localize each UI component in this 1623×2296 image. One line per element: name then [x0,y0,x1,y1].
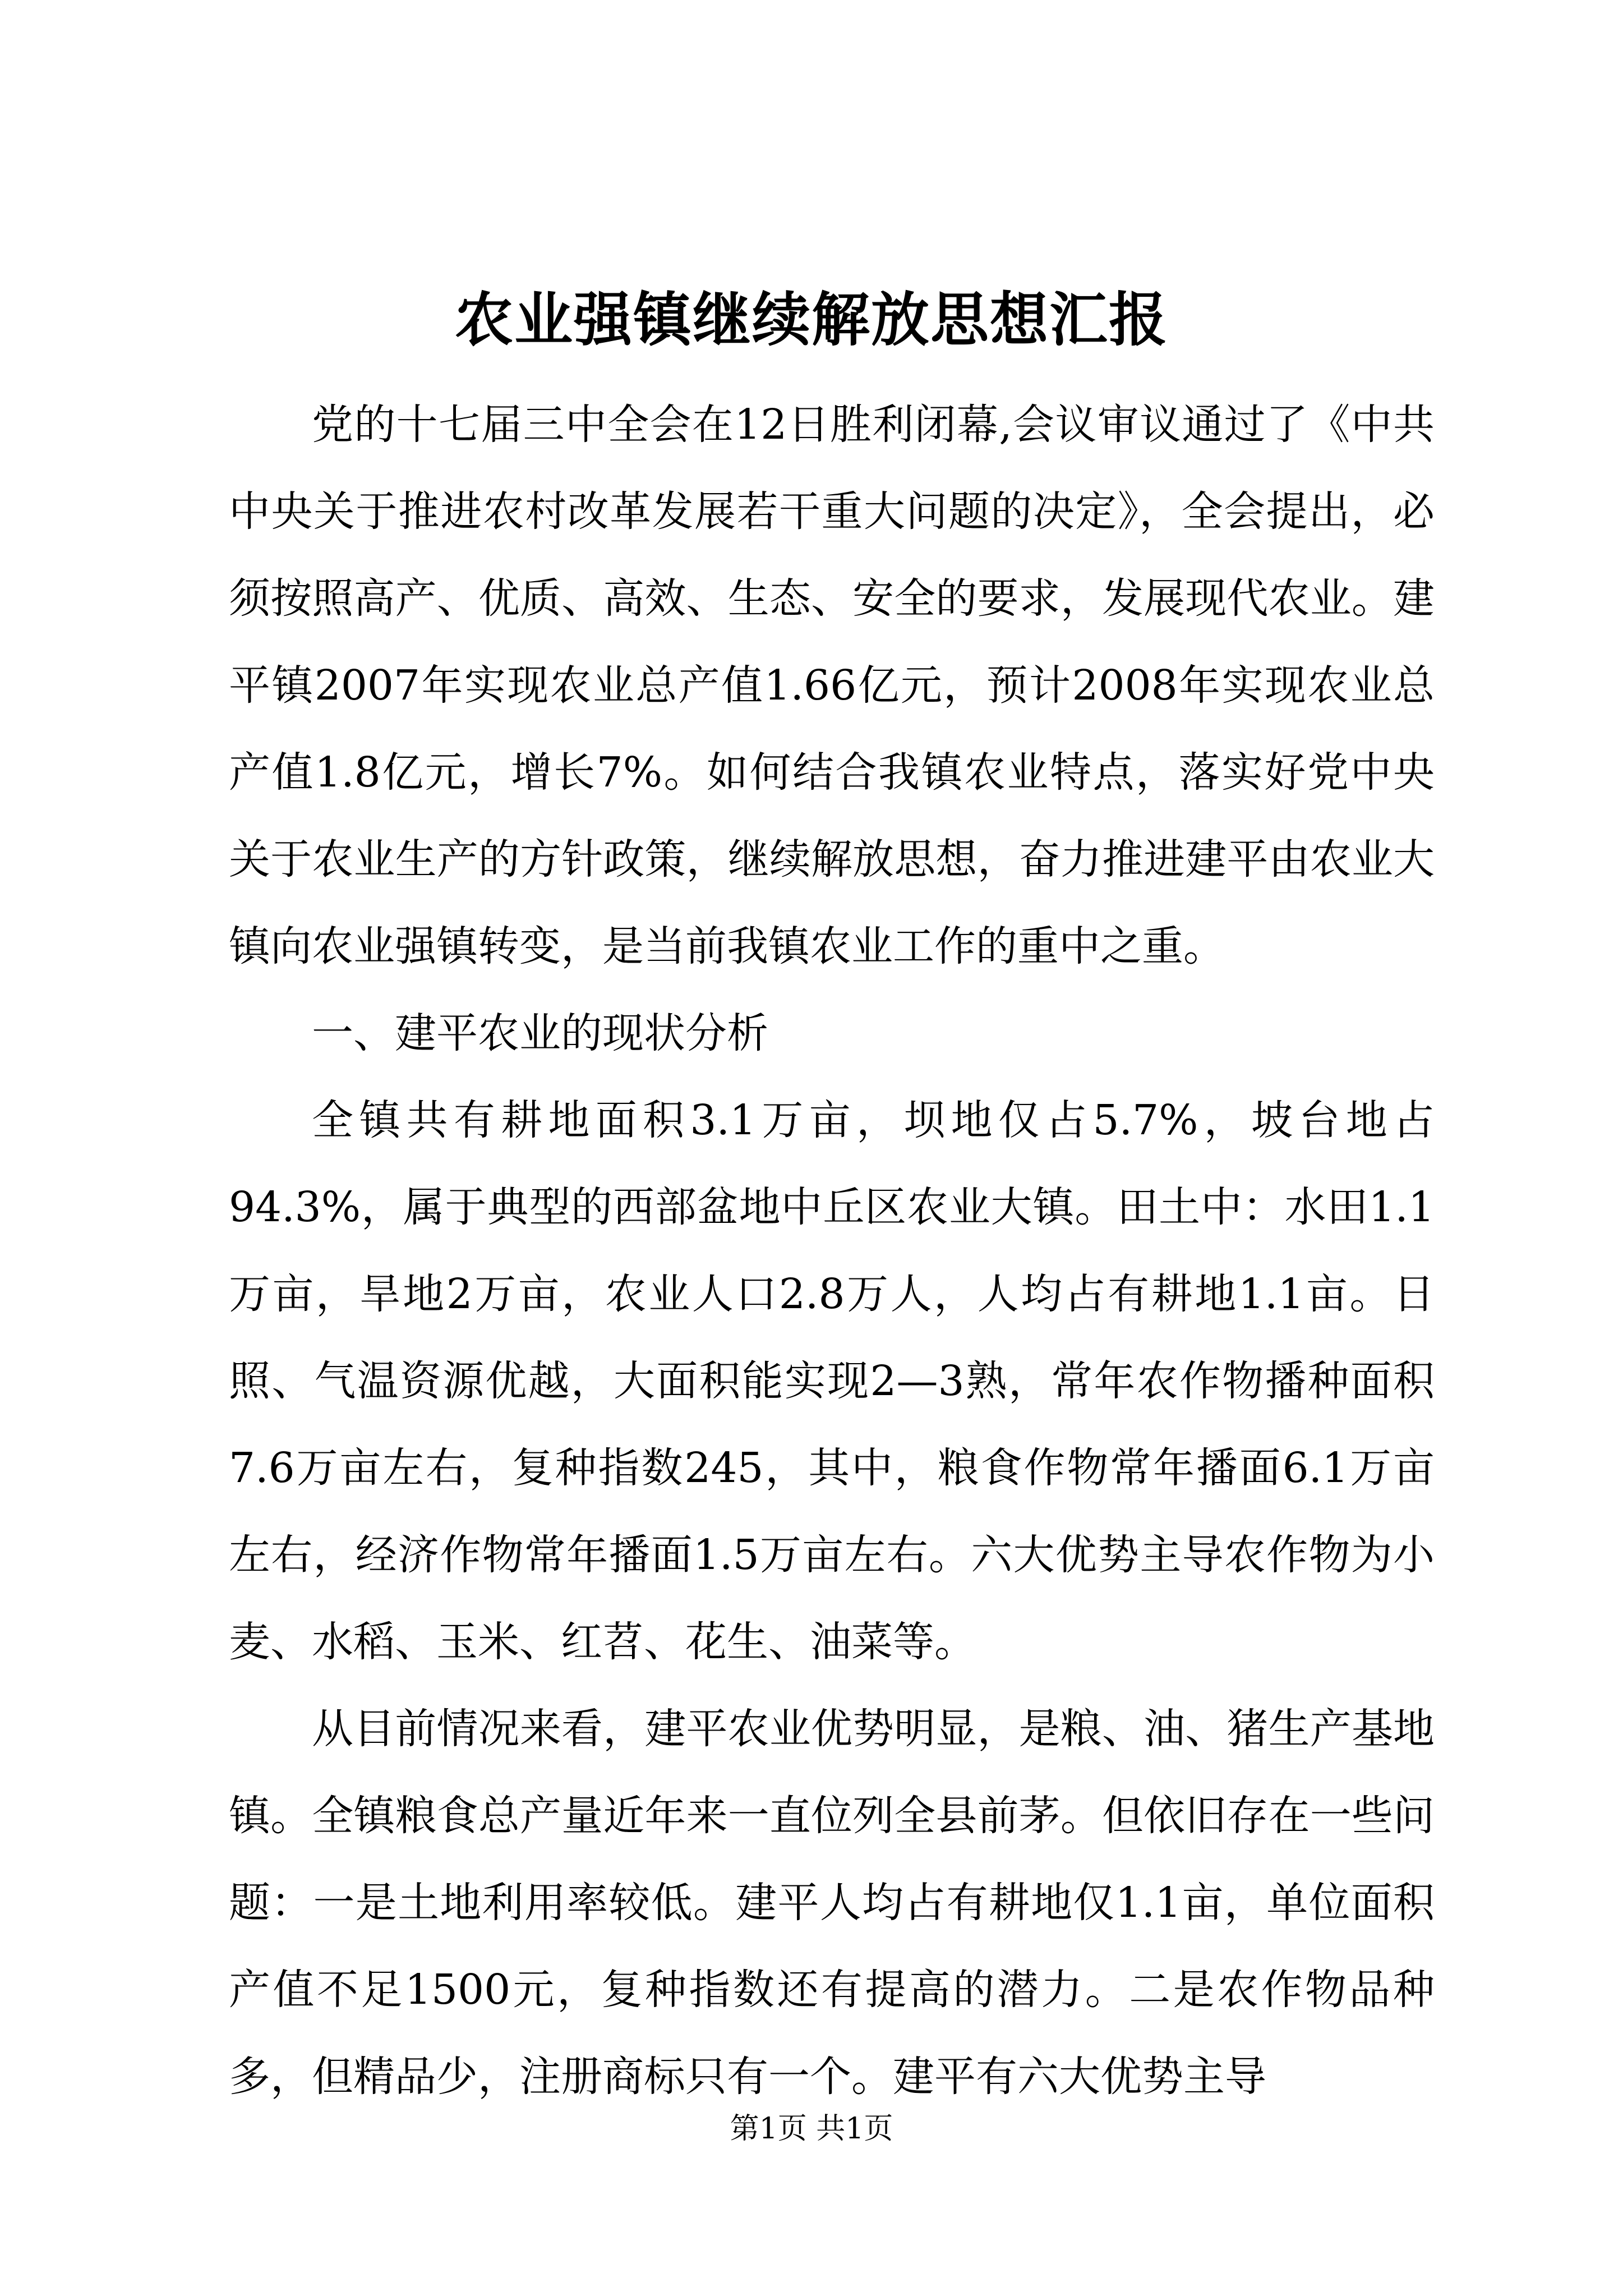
paragraph-problems: 从目前情况来看，建平农业优势明显，是粮、油、猪生产基地镇。全镇粮食总产量近年来一直位列全县前茅。但依旧存在一些问题：一是土地利用率较低。建平人均占有耕地仅1.1亩，单位面积产值不足1500元，复种指数还有提高的潜力。二是农作物品种多，但精品少，注册商标只有一个。建平有六大优势主导 [229,1705,1435,2101]
paragraph-intro: 党的十七届三中全会在12日胜利闭幕,会议审议通过了《中共中央关于推进农村改革发展若干重大问题的决定》，全会提出，必须按照高产、优质、高效、生态、安全的要求，发展现代农业。建平镇2007年实现农业总产值1.66亿元，预计2008年实现农业总产值1.8亿元，增长7%。如何结合我镇农业特点，落实好党中央关于农业生产的方针政策，继续解放思想，奋力推进建平由农业大镇向农业强镇转变，是当前我镇农业工作的重中之重。 [229,401,1435,970]
document-title: 农业强镇继续解放思想汇报 [454,285,1168,354]
page-footer: 第1页 共1页 [730,2112,893,2146]
section-heading: 一、建平农业的现状分析 [312,1009,768,1057]
paragraph-farmland: 全镇共有耕地面积3.1万亩，坝地仅占5.7%，坡台地占94.3%，属于典型的西部盆地中丘区农业大镇。田土中：水田1.1万亩，旱地2万亩，农业人口2.8万人，人均占有耕地1.1亩。日照、气温资源优越，大面积能实现2—3熟，常年农作物播种面积7.6万亩左右，复种指数245，其中，粮食作物常年播面6.1万亩左右，经济作物常年播面1.5万亩左右。六大优势主导农作物为小麦、水稻、玉米、红苕、花生、油菜等。 [229,1096,1435,1666]
document-body [229,381,1435,2120]
